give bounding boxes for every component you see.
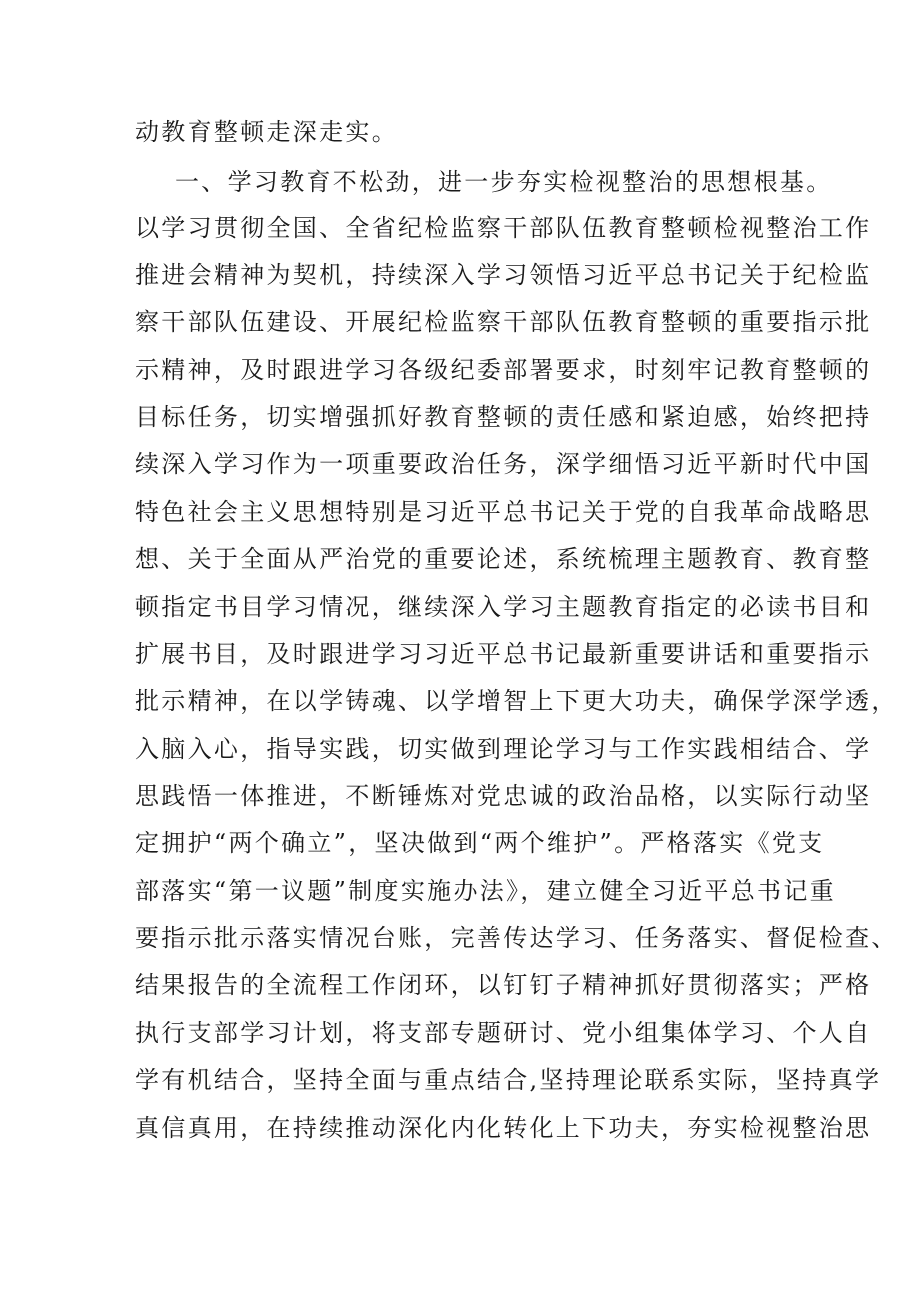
paragraph-line: 学有机结合，坚持全面与重点结合,坚持理论联系实际，坚持真学 xyxy=(135,1066,882,1094)
paragraph-line: 扩展书目，及时跟进学习习近平总书记最新重要讲话和重要指示 xyxy=(135,640,872,668)
paragraph-line: 思践悟一体推进，不断锤炼对党忠诚的政治品格，以实际行动坚 xyxy=(135,782,872,810)
paragraph-line: 想、关于全面从严治党的重要论述，系统梳理主题教育、教育整 xyxy=(135,545,872,573)
paragraph-line: 入脑入心，指导实践，切实做到理论学习与工作实践相结合、学 xyxy=(135,735,872,763)
paragraph-line: 以学习贯彻全国、全省纪检监察干部队伍教育整顿检视整治工作 xyxy=(135,214,872,242)
paragraph-line: 要指示批示落实情况台账，完善传达学习、任务落实、督促检查、 xyxy=(135,924,898,952)
paragraph-line: 动教育整顿走深走实。 xyxy=(135,118,398,146)
paragraph-line: 察干部队伍建设、开展纪检监察干部队伍教育整顿的重要指示批 xyxy=(135,308,872,336)
paragraph-line: 定拥护“两个确立”，坚决做到“两个维护”。严格落实《党支 xyxy=(135,829,825,857)
paragraph-line: 推进会精神为契机，持续深入学习领悟习近平总书记关于纪检监 xyxy=(135,261,872,289)
paragraph-line: 顿指定书目学习情况，继续深入学习主题教育指定的必读书目和 xyxy=(135,593,872,621)
paragraph-line: 示精神，及时跟进学习各级纪委部署要求，时刻牢记教育整顿的 xyxy=(135,356,872,384)
paragraph-line: 真信真用，在持续推动深化内化转化上下功夫，夯实检视整治思 xyxy=(135,1114,872,1142)
paragraph-line: 续深入学习作为一项重要政治任务，深学细悟习近平新时代中国 xyxy=(135,450,872,478)
paragraph-line: 批示精神，在以学铸魂、以学增智上下更大功夫，确保学深学透， xyxy=(135,687,898,715)
paragraph-line: 部落实“第一议题”制度实施办法》，建立健全习近平总书记重 xyxy=(135,877,836,905)
section-heading: 一、学习教育不松劲，进一步夯实检视整治的思想根基。 xyxy=(175,168,833,196)
paragraph-line: 执行支部学习计划，将支部专题研讨、党小组集体学习、个人自 xyxy=(135,1019,872,1047)
paragraph-line: 特色社会主义思想特别是习近平总书记关于党的自我革命战略思 xyxy=(135,498,872,526)
paragraph-line: 结果报告的全流程工作闭环，以钉钉子精神抓好贯彻落实；严格 xyxy=(135,971,872,999)
paragraph-line: 目标任务，切实增强抓好教育整顿的责任感和紧迫感，始终把持 xyxy=(135,403,872,431)
